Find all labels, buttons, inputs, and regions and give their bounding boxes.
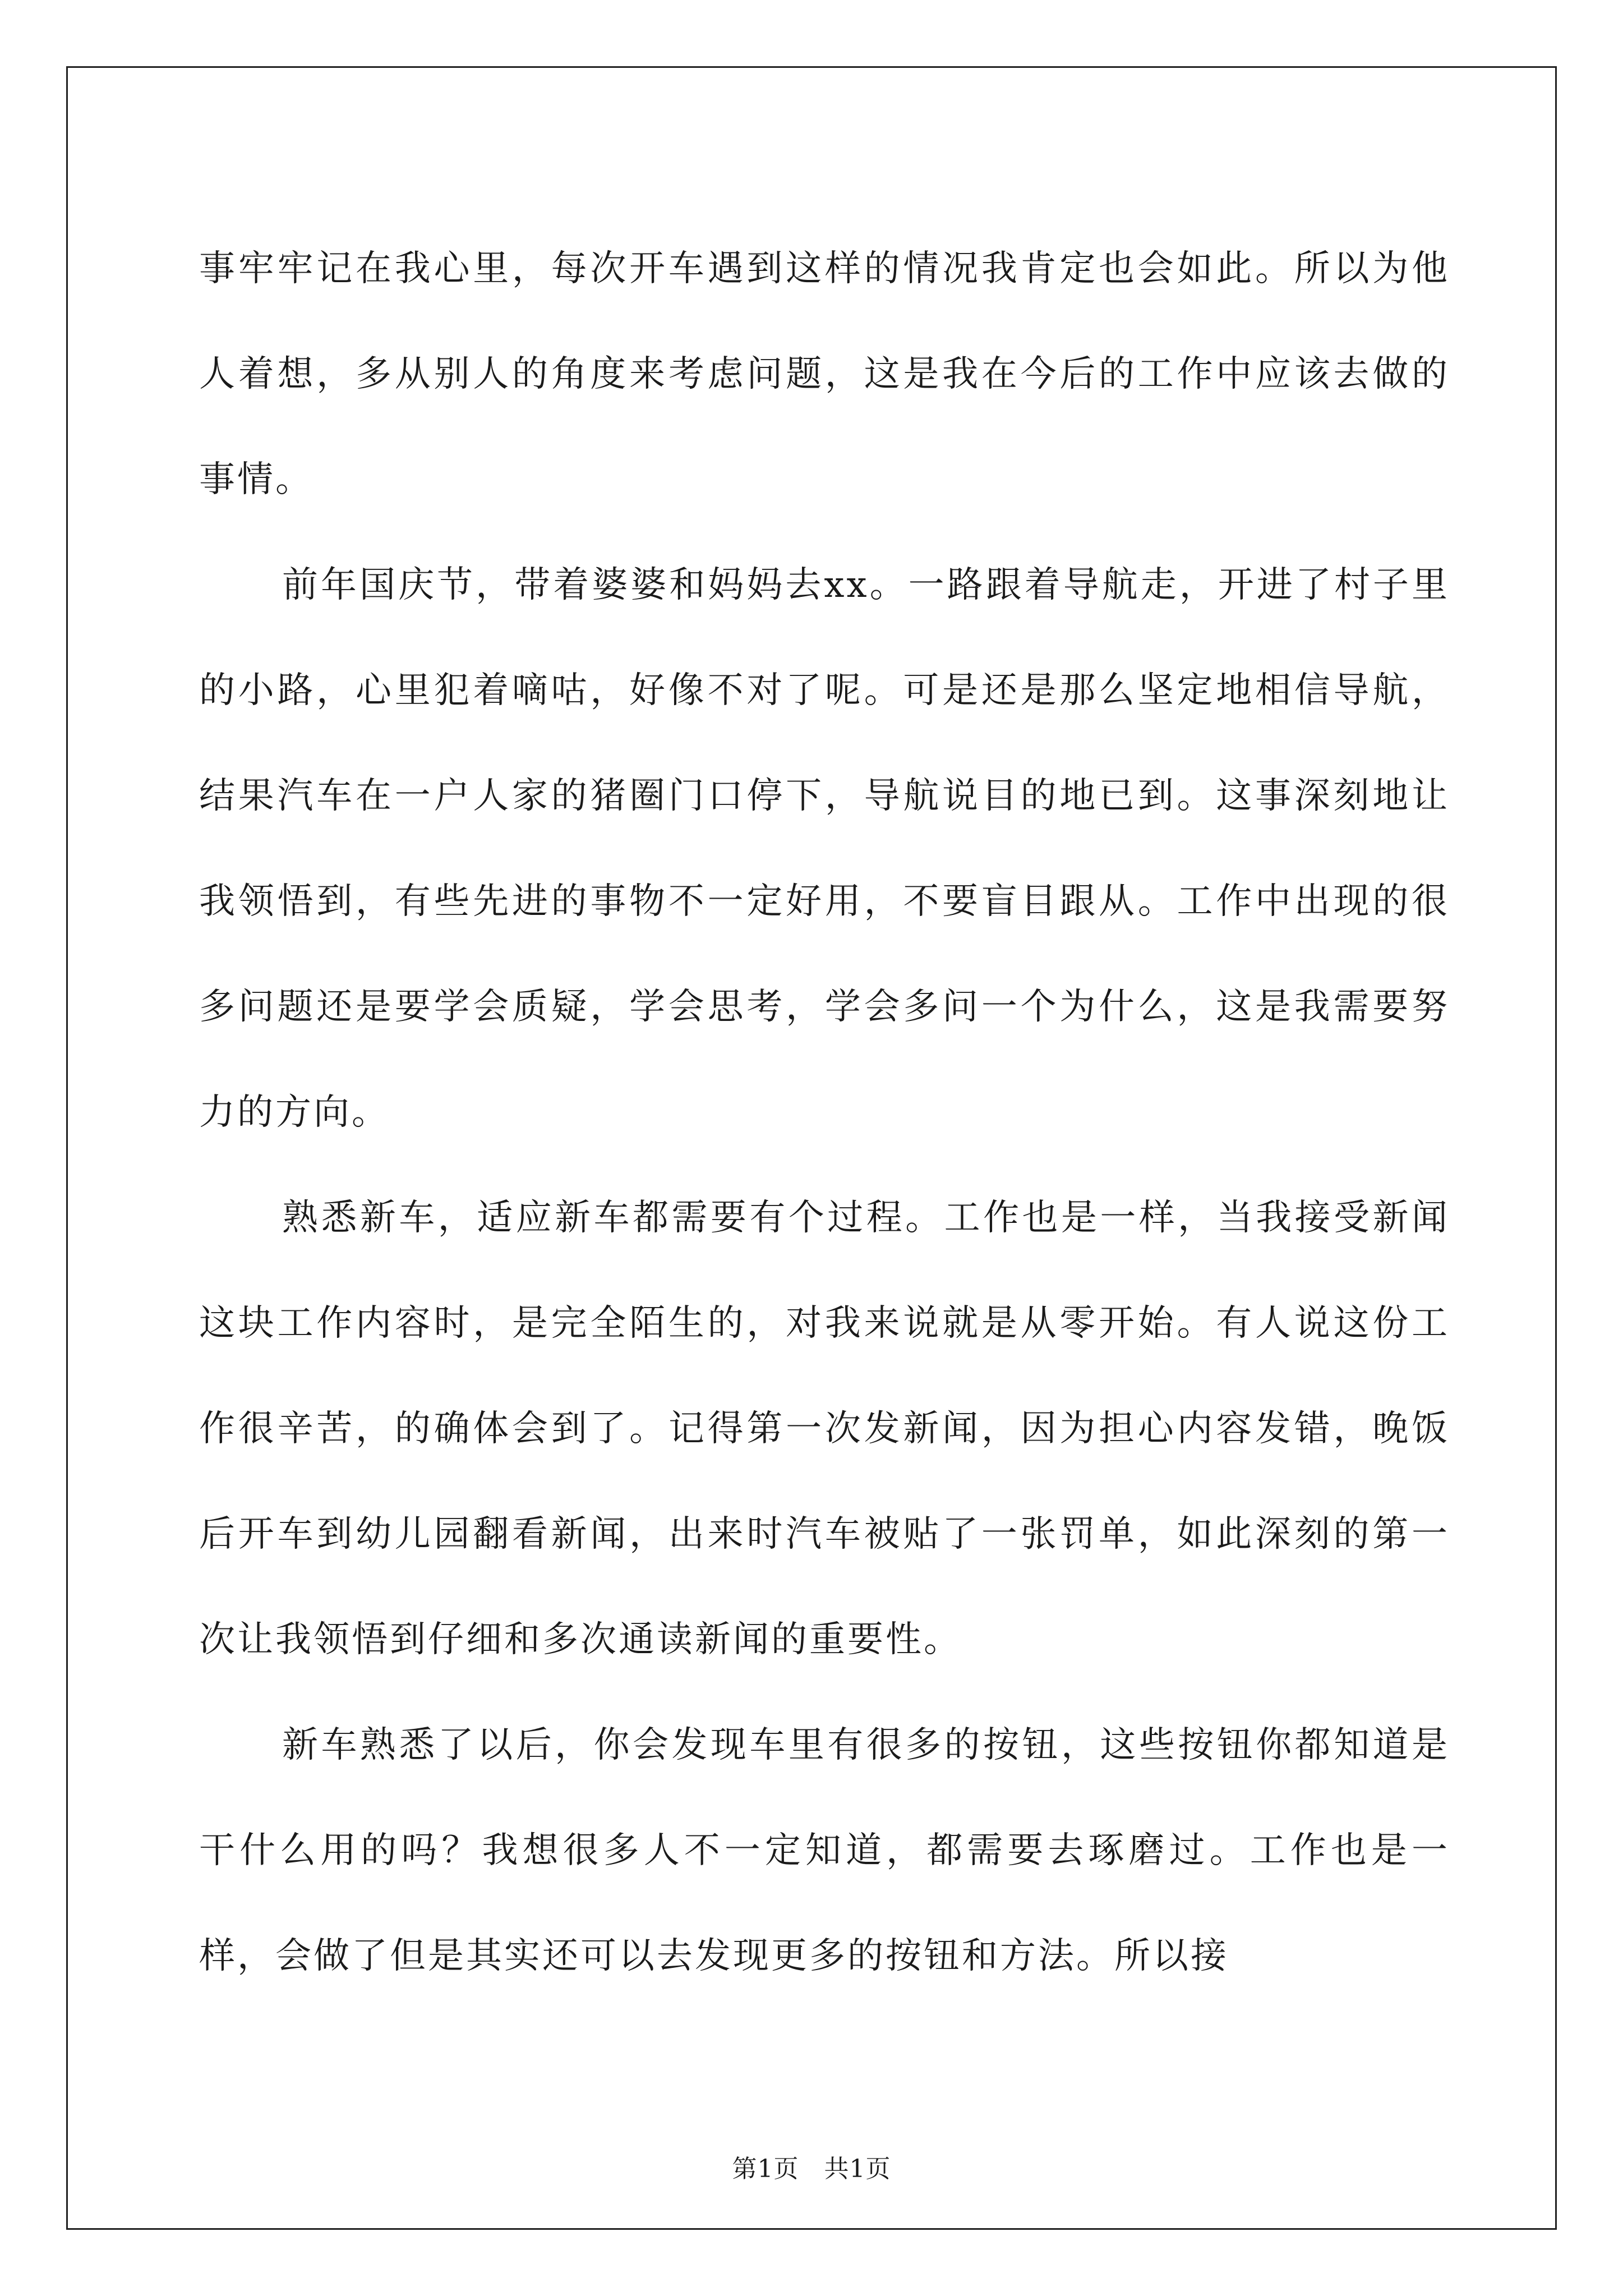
paragraph-3: 熟悉新车，适应新车都需要有个过程。工作也是一样，当我接受新闻这块工作内容时，是完全陌生的，对我来说就是从零开始。有人说这份工作很辛苦，的确体会到了。记得第一次发新闻，因为担心内容发错，晚饭后开车到幼儿园翻看新闻，出来时汽车被贴了一张罚单，如此深刻的第一次让我领悟到仔细和多次通读新闻的重要性。	[199, 1197, 1450, 1660]
paragraph-4: 新车熟悉了以后，你会发现车里有很多的按钮，这些按钮你都知道是干什么用的吗？我想很多人不一定知道，都需要去琢磨过。工作也是一样，会做了但是其实还可以去发现更多的按钮和方法。所以接	[199, 1724, 1450, 1977]
document-body	[199, 216, 1450, 2009]
paragraph-2: 前年国庆节，带着婆婆和妈妈去xx。一路跟着导航走，开进了村子里的小路，心里犯着嘀咕，好像不对了呢。可是还是那么坚定地相信导航，结果汽车在一户人家的猪圈门口停下，导航说目的地已到。这事深刻地让我领悟到，有些先进的事物不一定好用，不要盲目跟从。工作中出现的很多问题还是要学会质疑，学会思考，学会多问一个为什么，这是我需要努力的方向。	[199, 564, 1450, 1133]
paragraph-1: 事牢牢记在我心里，每次开车遇到这样的情况我肯定也会如此。所以为他人着想，多从别人的角度来考虑问题，这是我在今后的工作中应该去做的事情。	[199, 248, 1450, 500]
page-number-footer: 第1页 共1页	[732, 2155, 891, 2183]
